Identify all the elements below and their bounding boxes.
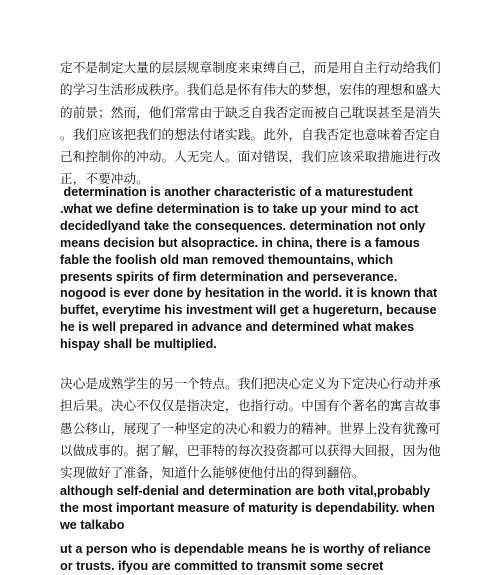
text-line: 定不是制定大量的层层规章制度来束缚自己，而是用自主行动给我们	[60, 60, 441, 75]
text-line: 愚公移山，展现了一种坚定的决心和毅力的精神。世界上没有犹豫可	[60, 420, 441, 436]
text-line: buffet, everytime his investment will get a hugereturn, because	[60, 303, 437, 318]
text-line: determination is another characteristic of a maturestudent	[60, 185, 413, 199]
paragraph-en-dependability	[60, 483, 452, 534]
text-line: 正，不要冲动。	[60, 171, 149, 187]
text-line: 以做成事的。据了解，巴菲特的每次投资都可以获得大回报，因为他	[60, 442, 441, 458]
text-line: 的前景；然而，他们常常由于缺乏自我否定而被自己耽误甚至是消失	[60, 104, 441, 120]
text-line: fable the foolish old man removed themountains, which	[60, 252, 394, 267]
paragraph-zh-self-denial	[60, 57, 446, 191]
text-line: .what we define determination is to take up your mind to act	[60, 201, 419, 216]
text-line: 己和控制你的冲动。人无完人。面对错误，我们应该采取措施进行改	[60, 149, 441, 165]
paragraph-en-determination	[60, 184, 452, 353]
text-line: 决心是成熟学生的另一个特点。我们把决心定义为下定决心行动并承	[60, 376, 441, 391]
text-line: although self-denial and determination are both vital,probably	[60, 484, 431, 498]
paragraph-zh-determination	[60, 373, 446, 484]
text-line: presents spirits of firm determination and perseverance.	[60, 269, 398, 284]
text-line: means decision but alsopractice. in china, there is a famous	[60, 235, 420, 250]
text-line: 的学习生活形成秩序。我们总是怀有伟大的梦想，宏伟的理想和盛大	[60, 82, 441, 98]
text-line: 实现做好了准备，知道什么能够使他付出的得到翻倍。	[60, 465, 365, 481]
text-line: 。我们应该把我们的想法付诸实践。此外，自我否定也意味着否定自	[60, 126, 441, 142]
text-line: 担后果。决心不仅仅是指决定，也指行动。中国有个著名的寓言故事	[60, 398, 441, 414]
text-line: he is well prepared in advance and determined what makes	[60, 320, 415, 335]
text-line: hispay shall be multiplied.	[60, 337, 217, 352]
text-line: decidedlyand take the consequences. determination not only	[60, 218, 426, 233]
text-line: the most important measure of maturity is dependability. when	[60, 500, 435, 515]
text-line: or trusts. ifyou are committed to transmit some secret	[60, 558, 384, 573]
text-line: ut a person who is dependable means he is worthy of reliance	[60, 542, 431, 556]
text-line: nogood is ever done by hesitation in the world. it is known that	[60, 286, 438, 301]
text-line: we talkabo	[60, 517, 125, 532]
paragraph-en-reliance	[60, 541, 452, 575]
